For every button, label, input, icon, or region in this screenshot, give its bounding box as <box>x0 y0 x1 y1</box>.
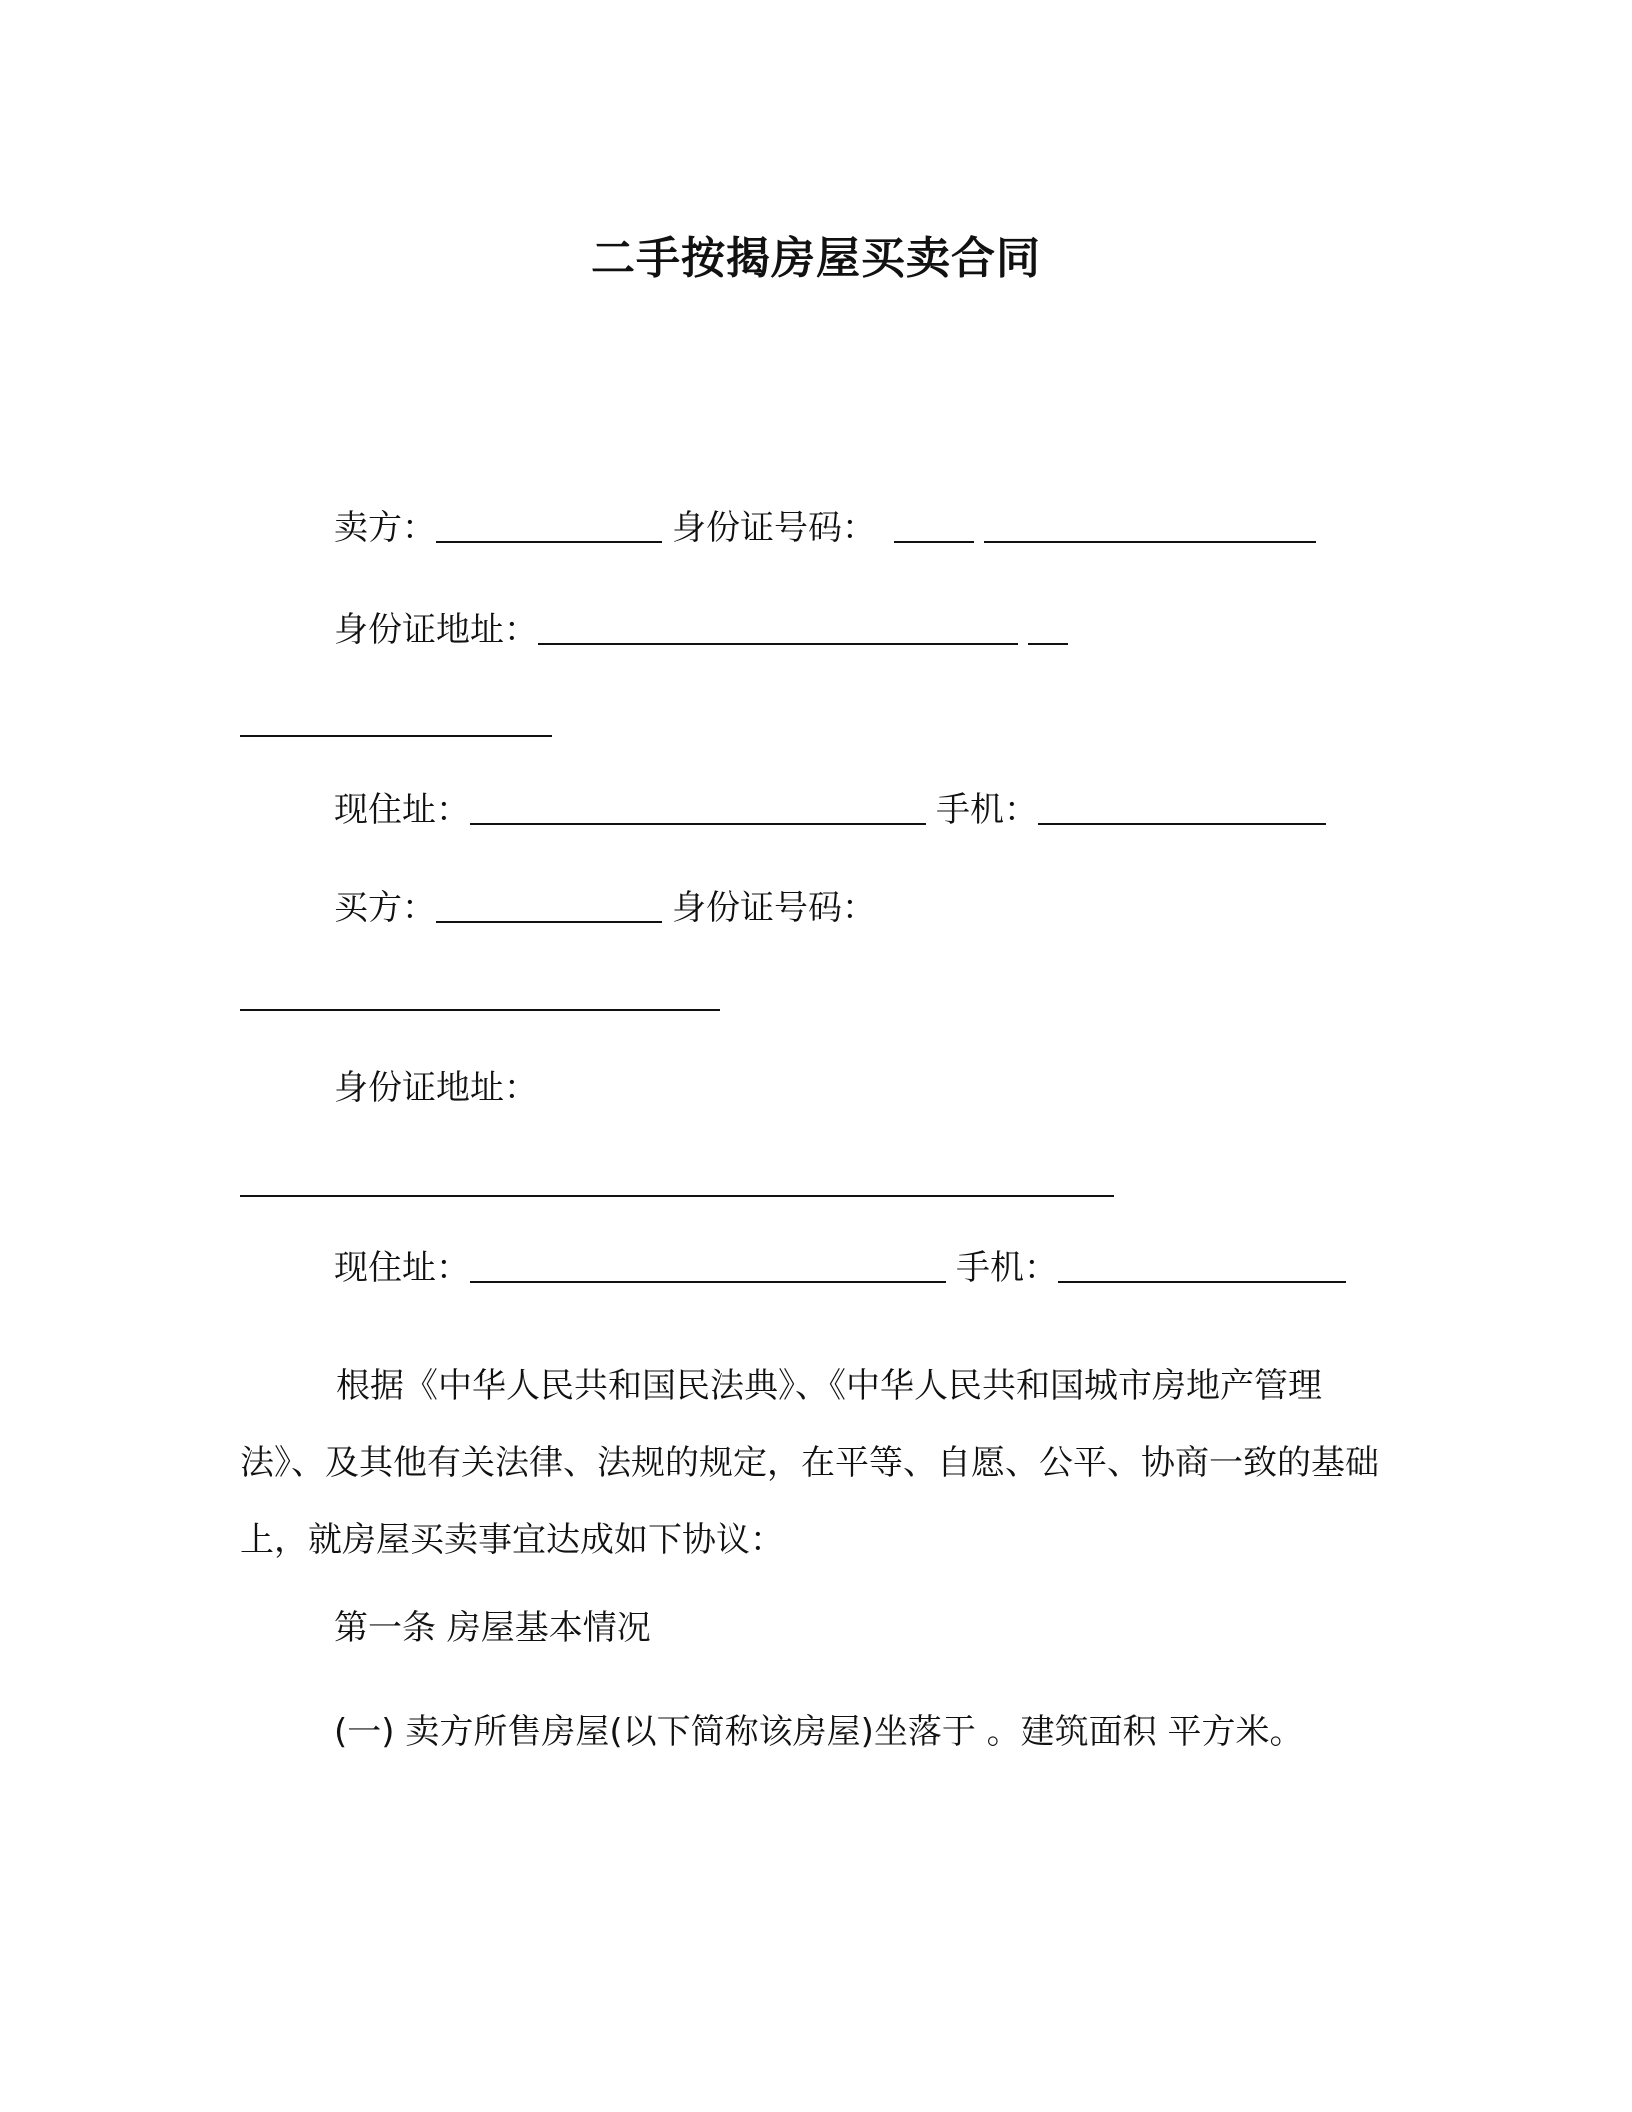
seller-id-address-blank-b[interactable] <box>1028 613 1068 645</box>
buyer-label: 买方： <box>334 888 436 928</box>
preamble-text: 根据《中华人民共和国民法典》、《中华人民共和国城市房地产管理法》、及其他有关法律、法规的规定，在平等、自愿、公平、协商一致的基础上，就房屋买卖事宜达成如下协议： <box>240 1366 1379 1560</box>
buyer-id-address-continuation <box>240 1160 1114 1204</box>
document-title: 二手按揭房屋买卖合同 <box>591 233 1041 284</box>
seller-phone-label: 手机： <box>936 790 1038 830</box>
seller-name-row <box>334 506 1316 550</box>
article1-heading-row <box>334 1606 651 1650</box>
article1-heading: 第一条 房屋基本情况 <box>334 1608 651 1648</box>
seller-id-label: 身份证号码： <box>672 508 876 548</box>
seller-id-address-blank-c[interactable] <box>240 705 552 737</box>
seller-name-blank[interactable] <box>436 511 662 543</box>
article1-item1-row <box>334 1710 1303 1754</box>
seller-id-blank-b[interactable] <box>984 511 1316 543</box>
buyer-name-blank[interactable] <box>436 891 662 923</box>
buyer-id-address-blank[interactable] <box>240 1165 1114 1197</box>
buyer-current-address-blank[interactable] <box>470 1251 946 1283</box>
buyer-id-continuation <box>240 974 720 1018</box>
seller-id-address-label: 身份证地址： <box>334 610 538 650</box>
article1-item1: (一) 卖方所售房屋(以下简称该房屋)坐落于 。建筑面积 平方米。 <box>334 1712 1304 1752</box>
buyer-id-address-label: 身份证地址： <box>334 1068 538 1108</box>
seller-id-address-row <box>334 608 1068 652</box>
seller-current-address-label: 现住址： <box>334 790 470 830</box>
seller-id-address-blank-a[interactable] <box>538 613 1018 645</box>
seller-id-address-continuation <box>240 700 552 744</box>
buyer-phone-blank[interactable] <box>1058 1251 1346 1283</box>
buyer-id-address-row <box>334 1066 538 1110</box>
buyer-name-row <box>334 886 876 930</box>
seller-id-blank-a[interactable] <box>894 511 974 543</box>
buyer-current-address-label: 现住址： <box>334 1248 470 1288</box>
seller-current-address-row <box>334 788 1326 832</box>
seller-current-address-blank[interactable] <box>470 793 926 825</box>
seller-phone-blank[interactable] <box>1038 793 1326 825</box>
buyer-phone-label: 手机： <box>956 1248 1058 1288</box>
buyer-id-blank[interactable] <box>240 979 720 1011</box>
buyer-current-address-row <box>334 1246 1346 1290</box>
buyer-id-label: 身份证号码： <box>672 888 876 928</box>
preamble-paragraph <box>240 1348 1380 1579</box>
seller-label: 卖方： <box>334 508 436 548</box>
